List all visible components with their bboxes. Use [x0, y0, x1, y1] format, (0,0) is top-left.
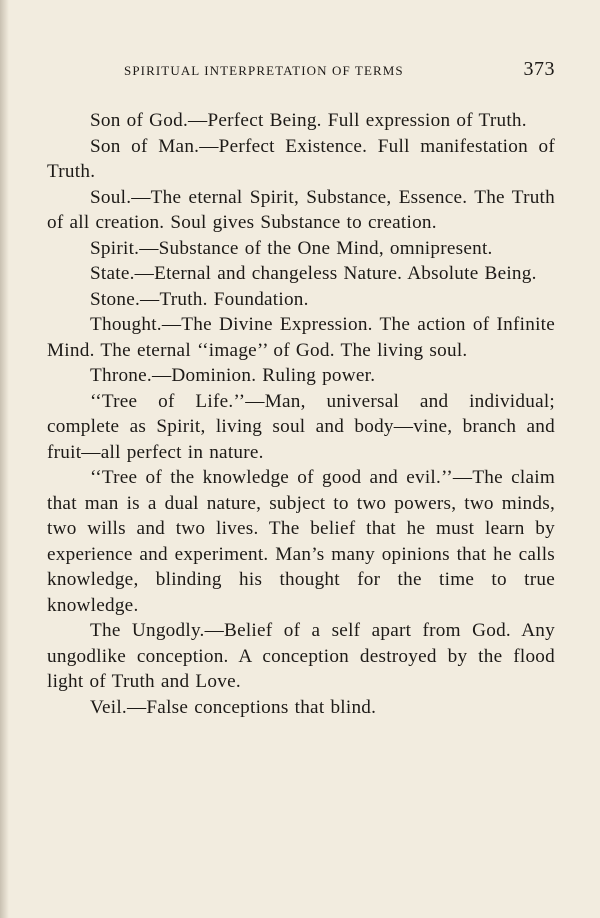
entry-veil: Veil.—False conceptions that blind.: [90, 696, 377, 718]
glossary-entries: [47, 108, 555, 720]
entry-soul: Soul.—The eternal Spirit, Substance, Essence. The Truth of all creation. Soul gives Substance to creation.: [47, 186, 555, 233]
entry-son-of-man: Son of Man.—Perfect Existence. Full manifestation of Truth.: [47, 135, 555, 182]
entry-throne: Throne.—Dominion. Ruling power.: [90, 365, 376, 386]
entry-state: State.—Eternal and changeless Nature. Absolute Being.: [90, 263, 537, 284]
entry-son-of-god: Son of God.—Perfect Being. Full expression of Truth.: [90, 110, 527, 131]
entry-stone: Stone.—Truth. Foundation.: [90, 288, 309, 310]
entry-thought: Thought.—The Divine Expression. The action of Infinite Mind. The eternal ‘‘image’’ of God. The living soul.: [47, 314, 555, 361]
entry-tree-of-knowledge: ‘‘Tree of the knowledge of good and evil.’’—The claim that man is a dual nature, subject to two powers, two minds, two wills and two lives. The belief that he must learn by experience and experiment. Man’s many opinions that he calls knowledge, blinding his thought for the time to true knowledge.: [47, 467, 555, 616]
page-binding-shadow: [0, 0, 9, 918]
entry-tree-of-life: ‘‘Tree of Life.’’—Man, universal and individual; complete as Spirit, living soul and body—vine, branch and fruit—all perfect in nature.: [47, 390, 555, 463]
book-page: [47, 58, 555, 720]
running-title: SPIRITUAL INTERPRETATION OF TERMS: [124, 63, 404, 78]
running-header: [47, 58, 555, 88]
entry-the-ungodly: The Ungodly.—Belief of a self apart from God. Any ungodlike conception. A conception destroyed by the flood light of Truth and Love.: [47, 620, 555, 692]
page-number: 373: [523, 58, 555, 80]
entry-spirit: Spirit.—Substance of the One Mind, omnipresent.: [90, 237, 493, 259]
